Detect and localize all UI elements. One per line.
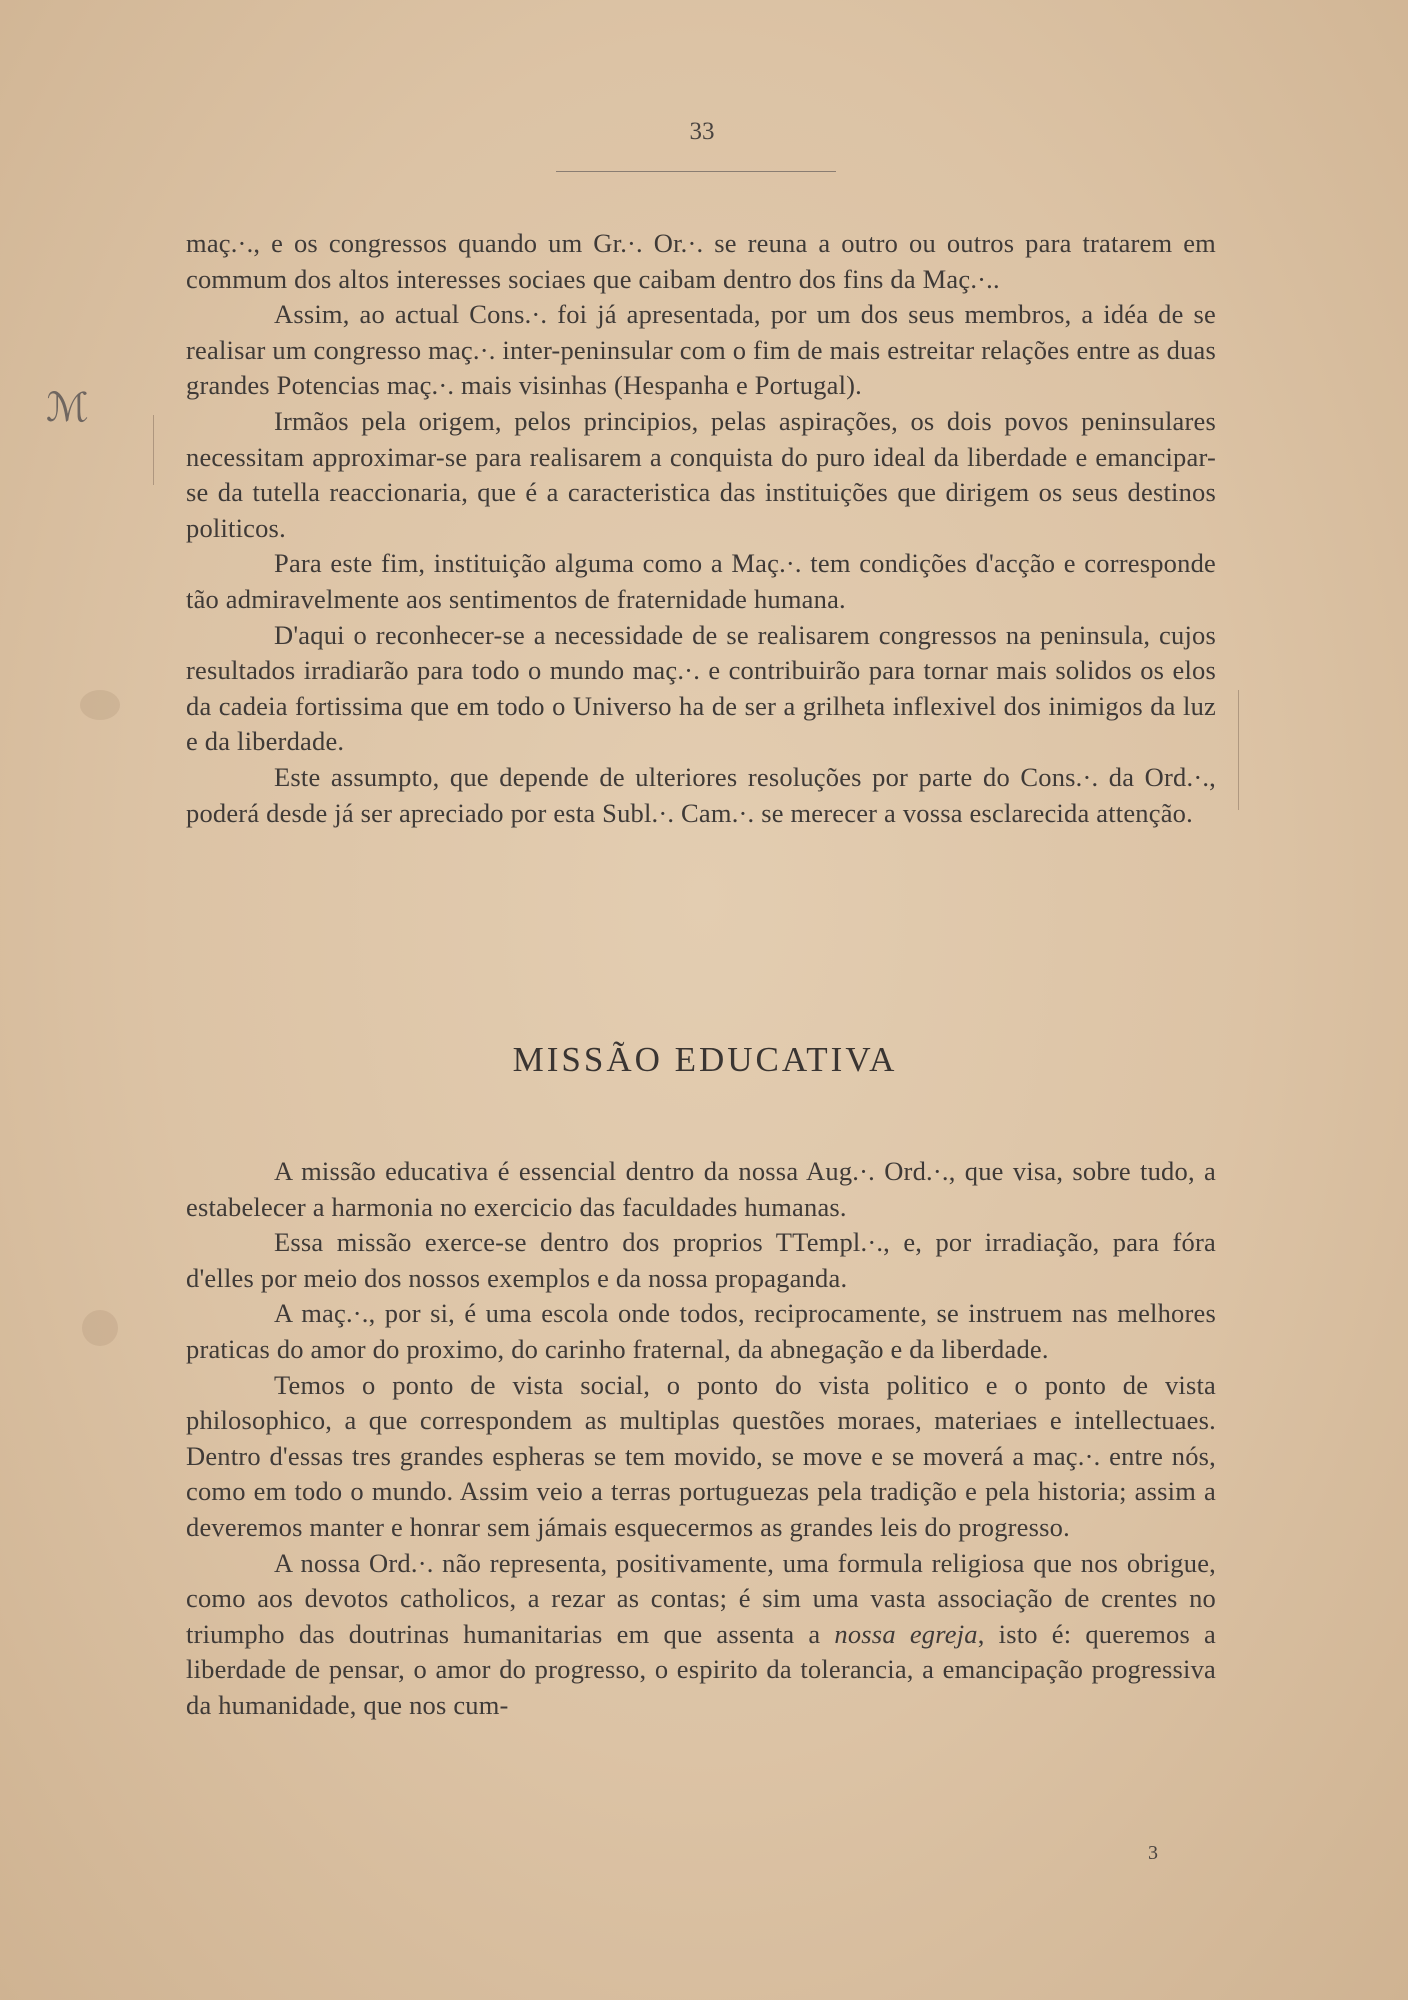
paragraph: Para este fim, instituição alguma como a Maç.·. tem condições d'acção e corresponde tão admiravelmente aos sentimentos de fraternidade humana. — [186, 548, 1216, 614]
section-title: MISSÃO EDUCATIVA — [512, 1040, 898, 1079]
margin-pencil-line — [153, 415, 154, 485]
pencil-mark-icon: ℳ — [46, 385, 89, 431]
paragraph: maç.·., e os congressos quando um Gr.·. Or.·. se reuna a outro ou outros para tratarem em commum dos altos interesses sociaes que caibam dentro dos fins da Maç.·.. — [186, 228, 1216, 294]
italic-phrase: nossa egreja — [834, 1618, 978, 1649]
paragraph: Essa missão exerce-se dentro dos proprios TTempl.·., e, por irradiação, para fóra d'elles por meio dos nossos exemplos e da nossa propaganda. — [186, 1227, 1216, 1293]
paragraph: D'aqui o reconhecer-se a necessidade de se realisarem congressos na peninsula, cujos resultados irradiarão para todo o mundo maç.·. e contribuirão para tornar mais solidos os elos da cadeia fortissima que em todo o Universo ha de ser a grilheta inflexivel dos inimigos da luz e da liberdade. — [186, 619, 1216, 757]
paragraph-text: A nossa Ord.·. não representa, positivamente, uma formula religiosa que nos obrigue, como aos devotos catholicos, a rezar as contas; é sim uma vasta associação de crentes no triumpho das doutrinas humanitarias em que assenta a — [186, 1547, 1216, 1649]
signature-number: 3 — [1148, 1842, 1158, 1864]
paragraph-text: , isto é: queremos a liberdade de pensar, o amor do progresso, o espirito da tolerancia, a emancipação progressiva da humanidade, que nos cum- — [186, 1618, 1217, 1720]
header-rule — [556, 171, 836, 172]
paragraph: Assim, ao actual Cons.·. foi já apresentada, por um dos seus membros, a idéa de se realisar um congresso maç.·. inter-peninsular com o fim de mais estreitar relações entre as duas grandes Potencias maç.·. mais visinhas (Hespanha e Portugal). — [186, 299, 1216, 401]
paragraph-last — [186, 1546, 1216, 1724]
paragraph: A missão educativa é essencial dentro da nossa Aug.·. Ord.·., que visa, sobre tudo, a estabelecer a harmonia no exercicio das faculdades humanas. — [186, 1156, 1216, 1222]
paragraph: A maç.·., por si, é uma escola onde todos, reciprocamente, se instruem nas melhores praticas do amor do proximo, do carinho fraternal, da abnegação e da liberdade. — [186, 1298, 1216, 1364]
section1-body — [186, 226, 1216, 831]
margin-pencil-line — [1238, 690, 1239, 810]
section2-body — [186, 1154, 1216, 1724]
paragraph: Irmãos pela origem, pelos principios, pelas aspirações, os dois povos peninsulares necessitam approximar-se para realisarem a conquista do puro ideal da liberdade e emancipar-se da tutella reaccionaria, que é a caracteristica das instituições que dirigem os seus destinos politicos. — [186, 405, 1216, 543]
paper-stain — [82, 1310, 118, 1346]
paragraph: Este assumpto, que depende de ulteriores resoluções por parte do Cons.·. da Ord.·., poderá desde já ser apreciado por esta Subl.·. Cam.·. se merecer a vossa esclarecida attenção. — [186, 761, 1216, 828]
page-number: 33 — [689, 118, 715, 145]
paragraph: Temos o ponto de vista social, o ponto do vista politico e o ponto de vista philosophico, a que correspondem as multiplas questões moraes, materiaes e intellectuaes. Dentro d'essas tres grandes espheras se tem movido, se move e se moverá a maç.·. entre nós, como em todo o mundo. Assim veio a terras portuguezas pela tradição e pela historia; assim a deveremos manter e honrar sem jámais esquecermos as grandes leis do progresso. — [186, 1369, 1216, 1542]
paper-stain — [80, 690, 120, 720]
